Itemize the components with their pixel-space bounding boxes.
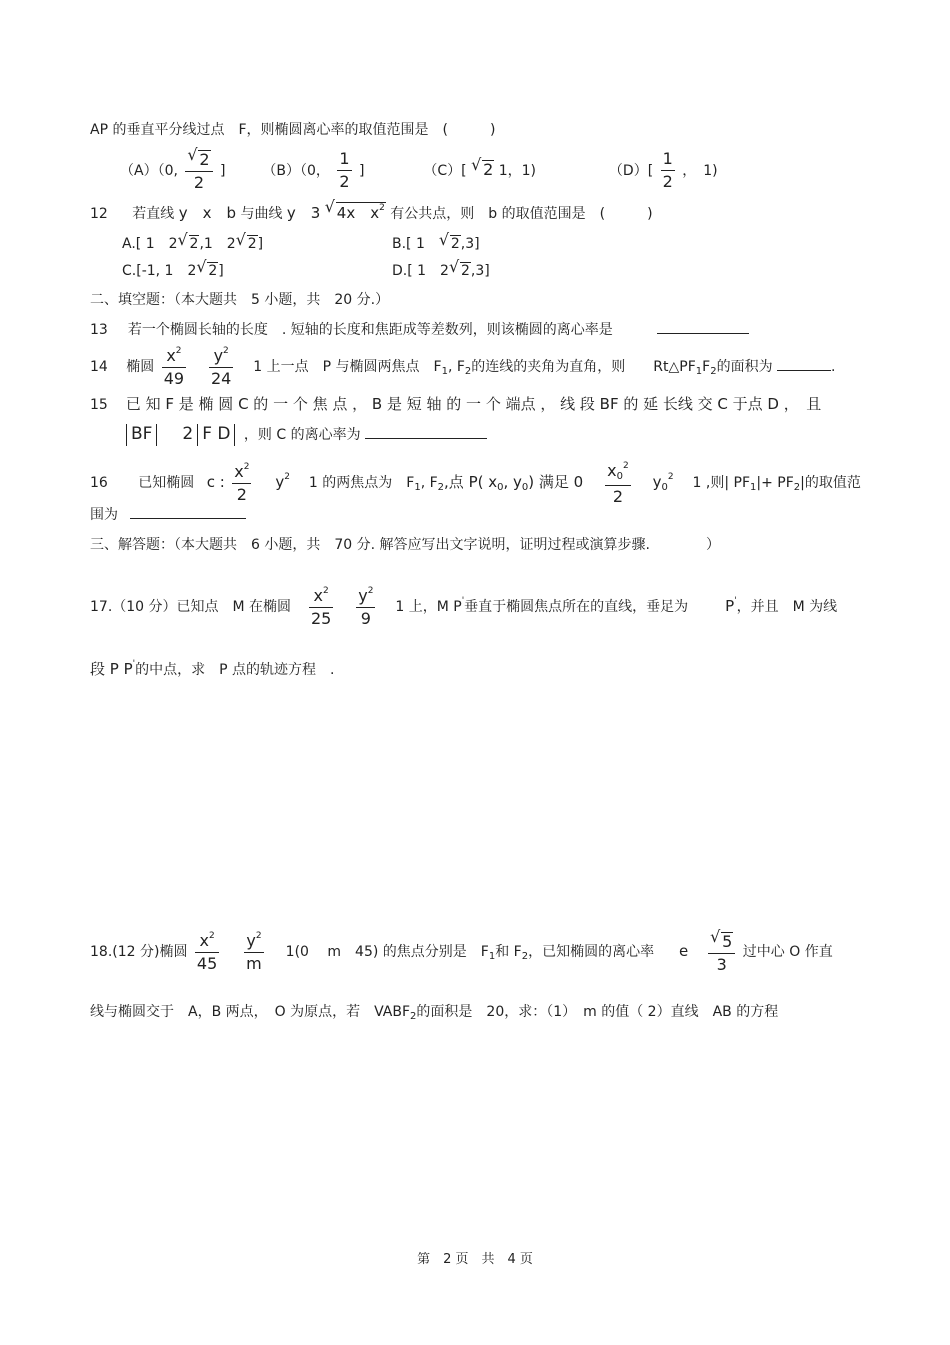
page-footer: 第 2 页 共 4 页: [417, 1252, 533, 1267]
q11-option-b[interactable]: （B）（0， $\frac{1}{2}$ ]: [262, 149, 365, 191]
q16-line-2: 围为: [90, 505, 246, 525]
answer-blank[interactable]: [777, 358, 831, 371]
q11-option-c[interactable]: （C）[ √ 2 1，1): [423, 163, 540, 179]
q11-options: [120, 150, 718, 191]
q11-option-d[interactable]: （D）[ $\frac{1}{2}$ ， 1): [608, 149, 718, 191]
q11-stem: AP 的垂直平分线过点 F，则椭圆离心率的取值范围是 ( ): [90, 122, 496, 138]
q12-stem: 12 若直线 y x b 与曲线 y 3 √ 4x $x^2$ 有公共点，则 b 的取值范围是 ( ): [90, 202, 653, 224]
q17-line-1: 17.（10 分）已知点 M 在椭圆 $\frac{x^2}{25}$ $\frac{y^2}{9}$ 1 上，M P'垂直于椭圆焦点所在的直线，垂足为 P'，并且 M 为线: [90, 586, 838, 628]
answer-blank[interactable]: [130, 506, 246, 519]
q18-line-1: 18.(12 分)椭圆 $\frac{x^2}{45}$ $\frac{y^2}{m}$ 1(0 m 45) 的焦点分别是 $F_1$和 $F_2$，已知椭圆的离心率 e √ $\frac{5}{3}$ 过中心 O 作直: [90, 928, 833, 980]
q13: 13 若一个椭圆长轴的长度 . 短轴的长度和焦距成等差数列，则该椭圆的离心率是: [90, 320, 749, 340]
fraction: $\frac{1}{2}$: [662, 149, 673, 191]
q12-option-b[interactable]: B.[ 1 √ 2,3]: [392, 234, 480, 254]
section-2-heading: 二、填空题：（本大题共 5 小题，共 20 分.）: [90, 292, 390, 308]
q18-line-2: 线与椭圆交于 A，B 两点， O 为原点，若 $VABF_2$的面积是 20，求：（1） m 的值（ 2）直线 AB 的方程: [90, 1004, 779, 1022]
q14: 14 椭圆 $\frac{x^2}{49}$ $\frac{y^2}{24}$ 1 上一点 P 与椭圆两焦点 $F_1$, $F_2$的连线的夹角为直角，则 $Rt\triangle PF_1F_2$的面积为 .: [90, 346, 836, 388]
fraction: $\frac{1}{2}$: [339, 149, 350, 191]
section-3-heading: 三、解答题：（本大题共 6 小题，共 70 分. 解答应写出文字说明，证明过程或演算步骤. ）: [90, 537, 720, 553]
q11-option-a[interactable]: （A）（0, √ $\frac{2}{2}$ ]: [120, 163, 230, 179]
answer-blank[interactable]: [657, 321, 749, 334]
sqrt: √ 2: [471, 160, 494, 178]
sqrt: √ 4x $x^2$: [325, 202, 386, 221]
q16-line-1: 16 已知椭圆 c : $\frac{x^2}{2}$ $y^2$ 1 的两焦点为 $F_1$, $F_2$,点 P( $x_0$, $y_0$) 满足 0 $\frac{x_0^2}{2}$ $y_0^2$ 1 ,则| $PF_1|+ PF_2|$的取值范: [90, 460, 861, 506]
answer-blank[interactable]: [365, 426, 487, 439]
q17-line-2: 段 P P'的中点，求 P 点的轨迹方程 .: [90, 659, 335, 678]
q12-option-a[interactable]: A.[ 1 2√ 2,1 2√ 2]: [122, 234, 263, 254]
q12-option-d[interactable]: D.[ 1 2√ 2,3]: [392, 261, 490, 281]
q12-option-c[interactable]: C.[-1, 1 2√ 2]: [122, 261, 224, 281]
q15-line-2: BF 2 F D ，则 C 的离心率为: [122, 422, 487, 447]
q15-line-1: 15 已 知 F 是 椭 圆 C 的 一 个 焦 点 ， B 是 短 轴 的 一 个 端点 ， 线 段 BF 的 延 长线 交 C 于点 D ， 且: [90, 395, 822, 413]
fraction: √ $\frac{2}{2}$: [185, 150, 212, 191]
